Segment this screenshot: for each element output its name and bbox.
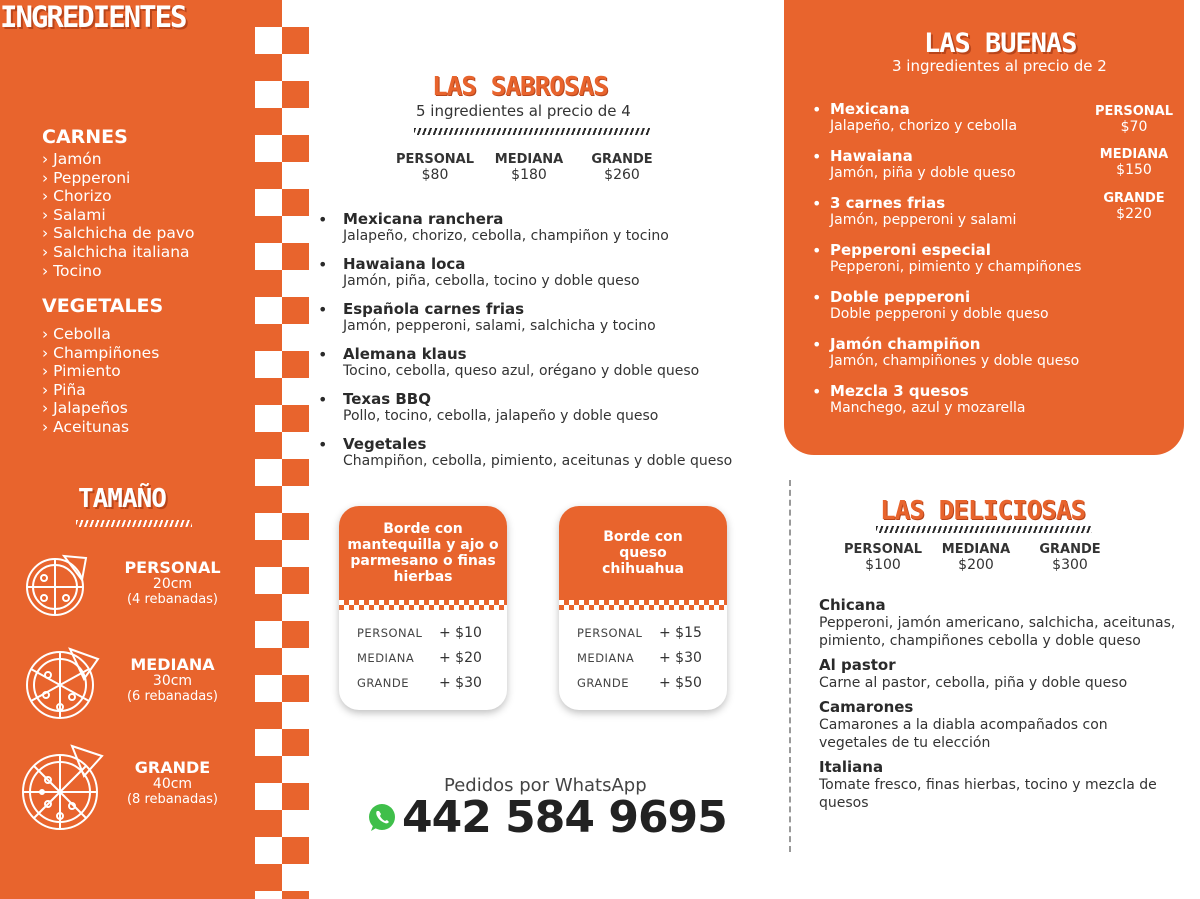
size-cm: 20cm [152, 576, 193, 592]
price-label: GRANDE [591, 152, 653, 167]
table-row [577, 620, 709, 645]
size-name: GRANDE [134, 758, 211, 777]
pizza-name: Jamón champiñon [830, 335, 981, 353]
pizza-desc: Doble pepperoni y doble queso [830, 306, 1049, 322]
pizza-4-slices-icon [22, 552, 92, 618]
list-item: • Jamón champiñon Jamón, champiñones y doble queso [830, 336, 1081, 383]
price-value: $260 [604, 167, 640, 183]
pizza-name: Mexicana [830, 100, 910, 118]
borde-price: + $30 [659, 649, 702, 666]
price-grande [1025, 542, 1115, 573]
pizza-desc: Jalapeño, chorizo, cebolla, champiñon y tocino [343, 228, 669, 244]
carnes-list [42, 150, 195, 280]
checker-strip [559, 600, 727, 610]
whatsapp-icon [366, 802, 398, 834]
list-item: › Jalapeños [42, 399, 159, 418]
list-item: › Champiñones [42, 344, 159, 363]
hatch-decoration [76, 520, 192, 527]
price-personal [1084, 104, 1184, 135]
pizza-desc: Tocino, cebolla, queso azul, orégano y doble queso [343, 363, 700, 379]
list-item: • Pepperoni especial Pepperoni, pimiento y champiñones [812, 241, 1082, 275]
pizza-desc: Pepperoni, jamón americano, salchicha, aceitunas, pimiento, champiñones cebolla y doble queso [819, 615, 1176, 649]
list-item: • Española carnes frias Jamón, pepperoni, salami, salchicha y tocino [343, 301, 732, 346]
price-label: PERSONAL [1094, 104, 1174, 119]
pizza-desc: Camarones a la diabla acompañados con vegetales de tu elección [819, 717, 1108, 751]
pizza-6-slices-icon [22, 645, 102, 721]
sabrosas-subtitle: 5 ingredientes al precio de 4 [416, 102, 631, 120]
borde-price: + $30 [439, 674, 482, 691]
size-slices: (4 rebanadas) [126, 592, 219, 607]
checker-pattern [255, 0, 309, 899]
size-cm: 40cm [152, 776, 193, 792]
price-label: PERSONAL [395, 152, 475, 167]
pizza-desc: Jamón, piña, cebolla, tocino y doble queso [343, 273, 640, 289]
pizza-name: Alemana klaus [343, 345, 467, 363]
borde-size: MEDIANA [577, 650, 635, 665]
price-label: MEDIANA [941, 542, 1011, 557]
size-slices: (8 rebanadas) [126, 792, 219, 807]
list-item: • Mexicana ranchera Jalapeño, chorizo, cebolla, champiñon y tocino [343, 211, 732, 256]
list-item: • 3 carnes frias Jamón, pepperoni y salami [830, 195, 1081, 242]
list-item: › Salchicha italiana [42, 243, 195, 262]
list-item: • Doble pepperoni Doble pepperoni y doble queso [830, 289, 1081, 336]
dashed-divider [789, 480, 791, 852]
list-item: › Aceitunas [42, 418, 159, 437]
list-item: › Cebolla [42, 325, 159, 344]
pizza-name: Pepperoni especial [830, 241, 991, 259]
price-value: $150 [1116, 162, 1152, 178]
price-value: $180 [511, 167, 547, 183]
tamano-title: TAMAÑO [78, 484, 166, 514]
list-item: • Texas BBQ Pollo, tocino, cebolla, jalapeño y doble queso [343, 391, 732, 436]
borde-size: GRANDE [357, 675, 410, 690]
table-row [577, 670, 709, 695]
pizza-desc: Jamón, piña y doble queso [830, 165, 1016, 181]
pizza-desc: Jamón, champiñones y doble queso [830, 353, 1080, 369]
price-mediana [1084, 147, 1184, 178]
borde-title: Borde con mantequilla y ajo o parmesano o finas hierbas [339, 506, 507, 600]
pizza-name: Camarones [819, 698, 914, 716]
hatch-decoration [876, 526, 1092, 533]
pizza-name: Hawaiana loca [343, 255, 466, 273]
price-value: $220 [1116, 206, 1152, 222]
pizza-desc: Pollo, tocino, cebolla, jalapeño y doble queso [343, 408, 659, 424]
ingredients-panel [0, 0, 255, 899]
borde-price: + $10 [439, 624, 482, 641]
borde-card-queso [559, 506, 727, 710]
list-item: • Vegetales Champiñon, cebolla, pimiento, aceitunas y doble queso [318, 435, 733, 469]
size-cm: 30cm [152, 673, 193, 689]
buenas-panel [784, 0, 1184, 455]
size-name: PERSONAL [124, 558, 221, 577]
deliciosas-title: LAS DELICIOSAS [880, 496, 1086, 526]
pizza-desc: Carne al pastor, cebolla, piña y doble queso [819, 675, 1128, 691]
pizza-name: Mexicana ranchera [343, 210, 504, 228]
sabrosas-list [318, 210, 733, 481]
borde-size: GRANDE [577, 675, 630, 690]
price-personal [838, 542, 928, 573]
hatch-decoration [414, 128, 650, 135]
price-label: GRANDE [1103, 191, 1165, 206]
list-item: › Jamón [42, 150, 195, 169]
pizza-name: Chicana [819, 596, 886, 614]
price-label: MEDIANA [494, 152, 564, 167]
table-row [357, 620, 489, 645]
whatsapp-phone[interactable]: 442 584 9695 [402, 792, 727, 843]
vegetales-list [42, 325, 159, 437]
pizza-name: Mezcla 3 quesos [830, 382, 969, 400]
borde-size: MEDIANA [357, 650, 415, 665]
price-mediana [484, 152, 574, 183]
pizza-desc: Manchego, azul y mozarella [830, 400, 1026, 416]
price-value: $70 [1120, 119, 1148, 135]
list-item: › Chorizo [42, 187, 195, 206]
pizza-name: 3 carnes frias [830, 194, 946, 212]
list-item [819, 758, 1179, 812]
price-label: MEDIANA [1099, 147, 1169, 162]
whatsapp-label: Pedidos por WhatsApp [444, 775, 647, 796]
sabrosas-title: LAS SABROSAS [432, 72, 608, 102]
list-item: › Tocino [42, 262, 195, 281]
size-name: MEDIANA [130, 655, 215, 674]
buenas-title: LAS BUENAS [924, 28, 1077, 59]
price-label: PERSONAL [843, 542, 923, 557]
borde-price: + $15 [659, 624, 702, 641]
list-item: • Mexicana Jalapeño, chorizo y cebolla [830, 101, 1081, 148]
pizza-desc: Champiñon, cebolla, pimiento, aceitunas y doble queso [343, 453, 733, 469]
buenas-list [812, 100, 1082, 430]
pizza-name: Vegetales [343, 435, 427, 453]
borde-title: Borde con queso chihuahua [559, 506, 727, 600]
pizza-name: Al pastor [819, 656, 896, 674]
pizza-8-slices-icon [22, 742, 106, 832]
price-grande [577, 152, 667, 183]
price-value: $100 [865, 557, 901, 573]
list-item [819, 596, 1179, 650]
list-item: › Piña [42, 381, 159, 400]
list-item: › Pimiento [42, 362, 159, 381]
pizza-desc: Pepperoni, pimiento y champiñones [830, 259, 1082, 275]
price-value: $300 [1052, 557, 1088, 573]
vegetales-title: VEGETALES [42, 295, 164, 317]
list-item: • Alemana klaus Tocino, cebolla, queso azul, orégano y doble queso [343, 346, 732, 391]
table-row [357, 645, 489, 670]
pizza-desc: Jamón, pepperoni y salami [830, 212, 1017, 228]
list-item: • Hawaiana Jamón, piña y doble queso [830, 148, 1081, 195]
pizza-name: Doble pepperoni [830, 288, 971, 306]
list-item: • Mezcla 3 quesos Manchego, azul y mozarella [830, 383, 1081, 430]
table-row [577, 645, 709, 670]
pizza-name: Hawaiana [830, 147, 913, 165]
pizza-desc: Tomate fresco, finas hierbas, tocino y mezcla de quesos [819, 777, 1157, 811]
price-label: GRANDE [1039, 542, 1101, 557]
pizza-name: Texas BBQ [343, 390, 431, 408]
list-item [819, 656, 1179, 692]
pizza-desc: Jamón, pepperoni, salami, salchicha y tocino [343, 318, 656, 334]
borde-card-mantequilla [339, 506, 507, 710]
borde-price: + $50 [659, 674, 702, 691]
checker-strip [339, 600, 507, 610]
ingredients-title: INGREDIENTES [0, 0, 186, 34]
borde-size: PERSONAL [357, 625, 423, 640]
price-grande [1084, 191, 1184, 222]
pizza-name: Italiana [819, 758, 884, 776]
list-item [819, 698, 1179, 752]
list-item: › Salami [42, 206, 195, 225]
borde-price: + $20 [439, 649, 482, 666]
table-row [357, 670, 489, 695]
deliciosas-list [819, 596, 1179, 818]
size-slices: (6 rebanadas) [126, 689, 219, 704]
buenas-subtitle: 3 ingredientes al precio de 2 [892, 57, 1107, 75]
price-value: $80 [421, 167, 449, 183]
list-item: › Pepperoni [42, 169, 195, 188]
list-item: › Salchicha de pavo [42, 224, 195, 243]
carnes-title: CARNES [42, 126, 128, 148]
price-personal [390, 152, 480, 183]
borde-size: PERSONAL [577, 625, 643, 640]
pizza-name: Española carnes frias [343, 300, 525, 318]
price-value: $200 [958, 557, 994, 573]
list-item: • Hawaiana loca Jamón, piña, cebolla, tocino y doble queso [343, 256, 732, 301]
price-mediana [931, 542, 1021, 573]
pizza-desc: Jalapeño, chorizo y cebolla [830, 118, 1018, 134]
